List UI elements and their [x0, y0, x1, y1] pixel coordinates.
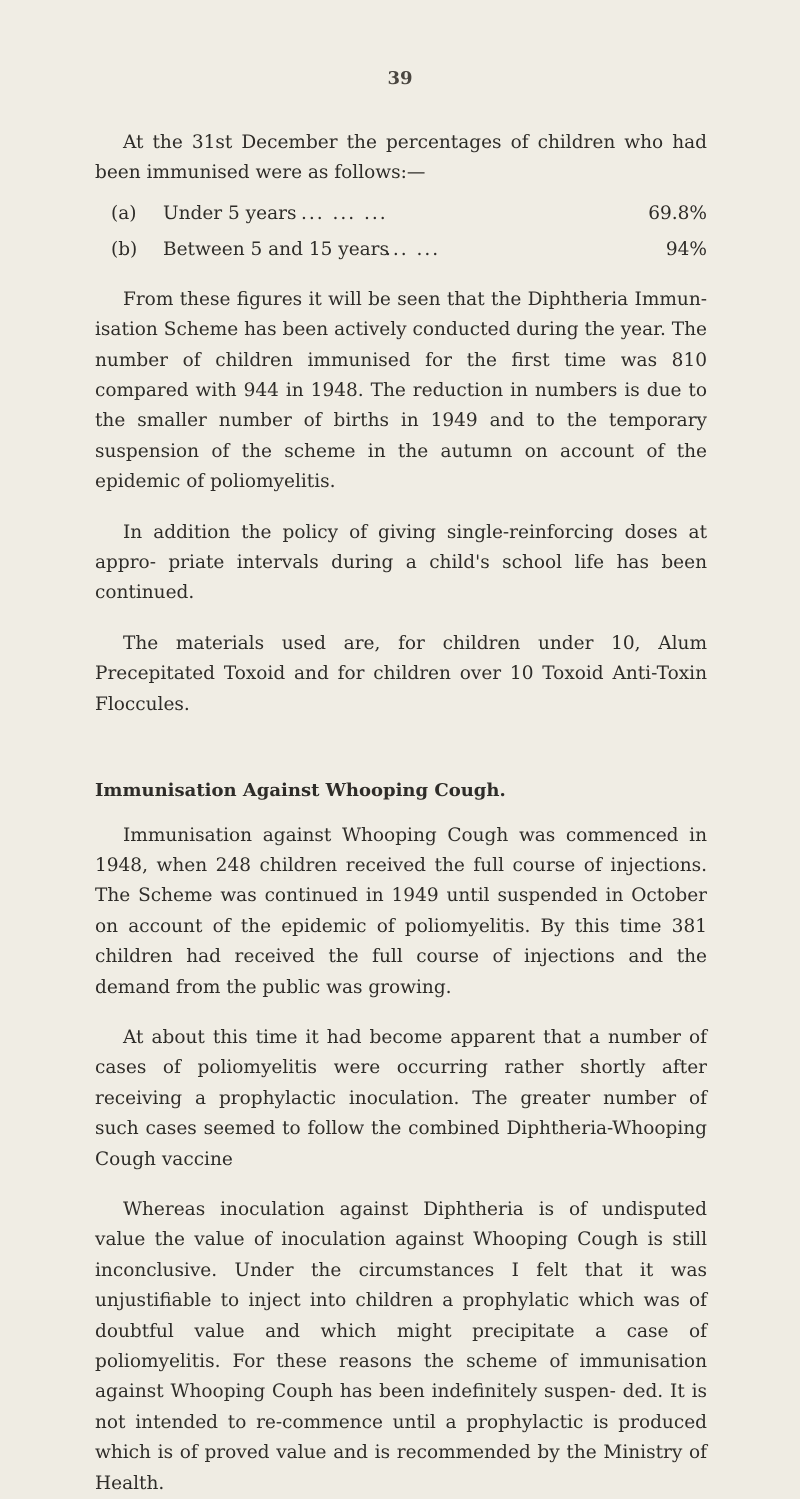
- text-column: [95, 128, 707, 1499]
- body-paragraph: Whereas inoculation against Diphtheria is of undisputed value the value of inoculation against Whooping Cough is still inconclusive. Under the circumstances I felt that it was unjustifiable to inject into children a prophylatic which was of doubtful value and which might precipitate a case of poliomyelitis. For these reasons the scheme of immunisation against Whooping Couph has been indefinitely suspen- ded. It is not intended to re-commence until a prophylactic is produced which is of proved value and is recommended by the Ministry of Health.: [95, 1198, 707, 1494]
- body-paragraph: Immunisation against Whooping Cough was commenced in 1948, when 248 children received the full course of injections. The Scheme was continued in 1949 until suspended in October on account of the epidemic of poliomyelitis. By this time 381 children had received the full course of injections and the demand from the public was growing.: [95, 824, 707, 998]
- body-paragraph: From these figures it will be seen that the Diphtheria Immun- isation Scheme has been actively conducted during the year. The number of children immunised for the first time was 810 compared with 944 in 1948. The reduction in numbers is due to the smaller number of births in 1949 and to the temporary suspension of the scheme in the autumn on account of the epidemic of poliomyelitis.: [95, 288, 707, 493]
- page-number: 39: [387, 68, 413, 89]
- immunisation-rates-list: [95, 199, 707, 271]
- rate-key: (a): [111, 202, 137, 224]
- rate-value: 69.8%: [648, 202, 707, 224]
- rate-label: Under 5 years: [163, 202, 297, 224]
- rate-key: (b): [111, 238, 138, 260]
- section-heading: Immunisation Against Whooping Cough.: [95, 780, 506, 802]
- body-paragraph: The materials used are, for children under 10, Alum Precepitated Toxoid and for children over 10 Toxoid Anti-Toxin Floccules.: [95, 632, 707, 715]
- body-paragraph: At about this time it had become apparent that a number of cases of poliomyelitis were occurring rather shortly after receiving a prophylactic inoculation. The greater number of such cases seemed to follow the combined Diphtheria-Whooping Cough vaccine: [95, 1026, 707, 1170]
- body-paragraph: In addition the policy of giving single-reinforcing doses at appro- priate intervals during a child's school life has been continued.: [95, 521, 707, 604]
- rate-row: [95, 235, 707, 271]
- leader-dots: ... ... ...: [301, 202, 388, 224]
- rate-value: 94%: [665, 238, 707, 260]
- leader-dots: ... ...: [385, 238, 441, 260]
- intro-paragraph: At the 31st December the percentages of children who had been immunised were as follows:—: [95, 132, 707, 184]
- rate-label: Between 5 and 15 years: [163, 238, 390, 260]
- rate-row: [95, 199, 707, 235]
